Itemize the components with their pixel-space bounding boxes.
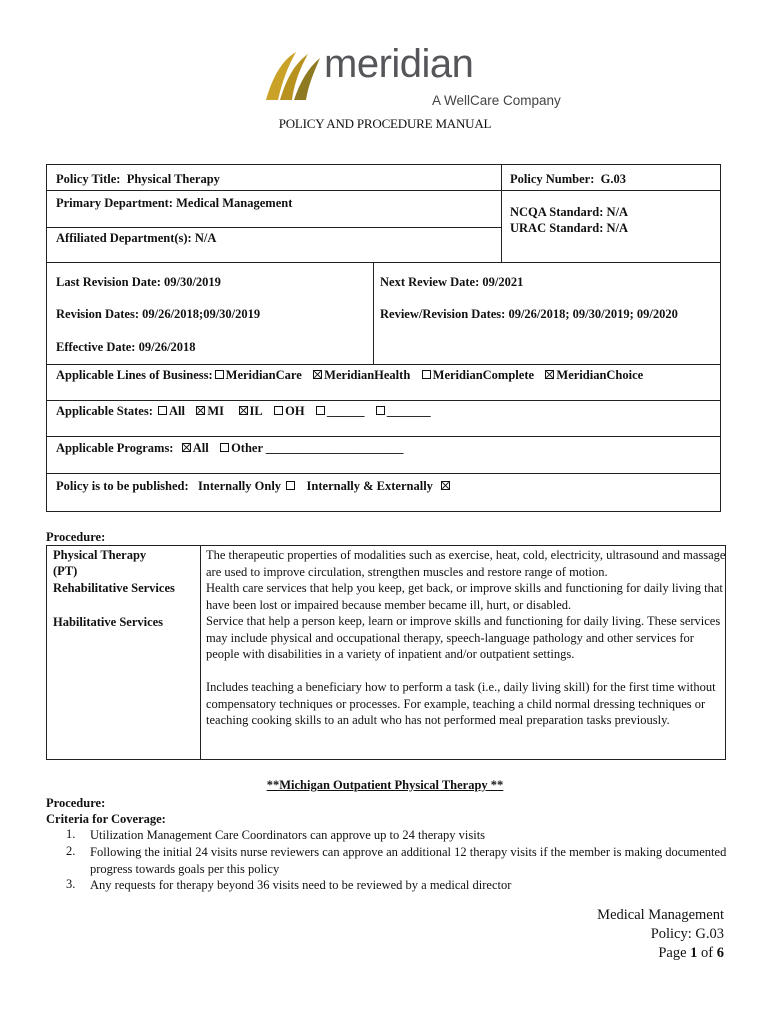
definition-habilitative-services: Service that help a person keep, learn or improve skills and functioning for daily living. These services may include physical and occupational therapy, speech-language pathology and other services for people with disabilities in a variety of inpatient and/or outpatient settings.	[206, 614, 721, 661]
term-physical-therapy: Physical Therapy	[53, 548, 147, 562]
urac-standard: URAC Standard: N/A	[510, 221, 629, 235]
checkbox-program-other[interactable]	[220, 443, 229, 452]
criteria-number-2: 2.	[66, 844, 76, 858]
footer-policy: Policy: G.03	[650, 926, 724, 942]
last-revision-date: Last Revision Date: 09/30/2019	[56, 275, 221, 289]
policy-title: Policy Title: Physical Therapy	[56, 172, 220, 186]
logo-tagline: A WellCare Company	[432, 93, 561, 108]
criteria-number-1: 1.	[66, 827, 76, 841]
page-footer	[597, 906, 724, 963]
footer-department: Medical Management	[597, 907, 724, 923]
checkbox-meridiancare[interactable]	[215, 370, 224, 379]
checkbox-internally-only[interactable]	[286, 481, 295, 490]
policy-number: Policy Number: G.03	[510, 172, 626, 186]
criteria-label: Criteria for Coverage:	[46, 812, 166, 826]
meridian-logo	[262, 42, 561, 114]
definition-habilitative-services-2: Includes teaching a beneficiary how to perform a task (i.e., daily living skill) for the first time without compensatory techniques or processes. For example, teaching a child normal dressing techniques or teaching cooking skills to an adult who has not performed meal preparation tasks previously.	[206, 680, 716, 727]
criteria-number-3: 3.	[66, 877, 76, 891]
checkbox-state-oh[interactable]	[274, 406, 283, 415]
checkbox-meridianhealth[interactable]	[313, 370, 322, 379]
revision-dates: Revision Dates: 09/26/2018;09/30/2019	[56, 307, 261, 321]
checkbox-state-il[interactable]	[239, 406, 248, 415]
checkbox-program-all[interactable]	[182, 443, 191, 452]
term-habilitative-services: Habilitative Services	[53, 615, 164, 629]
checkbox-state-other-2[interactable]	[376, 406, 385, 415]
checkbox-meridiancomplete[interactable]	[422, 370, 431, 379]
procedure-label-2: Procedure:	[46, 796, 106, 810]
criteria-item-3: Any requests for therapy beyond 36 visits need to be reviewed by a medical director	[90, 878, 512, 892]
definition-physical-therapy: The therapeutic properties of modalities such as exercise, heat, cold, electricity, ultrasound and massage are used to improve circulation, strengthen muscles and restore range of motion.	[206, 548, 726, 579]
term-rehabilitative-services: Rehabilitative Services	[53, 581, 175, 595]
criteria-item-1: Utilization Management Care Coordinators can approve up to 24 therapy visits	[90, 828, 486, 842]
procedure-label: Procedure:	[46, 530, 106, 544]
checkbox-state-mi[interactable]	[196, 406, 205, 415]
lines-of-business: Applicable Lines of Business: MeridianCare MeridianHealth MeridianComplete MeridianChoice	[56, 368, 644, 382]
definitions-table	[46, 545, 726, 760]
meridian-logo-mark-icon	[262, 48, 322, 104]
applicable-programs: Applicable Programs: All Other ______________________	[56, 441, 404, 455]
effective-date: Effective Date: 09/26/2018	[56, 340, 196, 354]
definition-rehabilitative-services: Health care services that help you keep, get back, or improve skills and functioning for daily living that have been lost or impaired because member became ill, hurt, or disabled.	[206, 581, 723, 612]
manual-title: POLICY AND PROCEDURE MANUAL	[278, 116, 492, 131]
next-review-date: Next Review Date: 09/2021	[380, 275, 524, 289]
applicable-states: Applicable States: All MI IL OH ______ _______	[56, 404, 431, 418]
logo-wordmark: meridian	[324, 42, 474, 86]
checkbox-state-all[interactable]	[158, 406, 167, 415]
term-pt: (PT)	[53, 564, 78, 578]
checkbox-internally-externally[interactable]	[441, 481, 450, 490]
primary-department: Primary Department: Medical Management	[56, 196, 293, 210]
review-revision-dates: Review/Revision Dates: 09/26/2018; 09/30/2019; 09/2020	[380, 307, 678, 321]
ncqa-standard: NCQA Standard: N/A	[510, 205, 629, 219]
publish-setting: Policy is to be published: Internally Only Internally & Externally	[56, 479, 452, 494]
section-heading: **Michigan Outpatient Physical Therapy **	[266, 778, 504, 792]
affiliated-departments: Affiliated Department(s): N/A	[56, 231, 217, 245]
checkbox-state-other-1[interactable]	[316, 406, 325, 415]
criteria-item-2: Following the initial 24 visits nurse reviewers can approve an additional 12 therapy visits if the member is making documented progress towards goals per this policy	[90, 845, 727, 876]
checkbox-meridianchoice[interactable]	[545, 370, 554, 379]
footer-page-number: Page 1 of 6	[658, 945, 724, 961]
